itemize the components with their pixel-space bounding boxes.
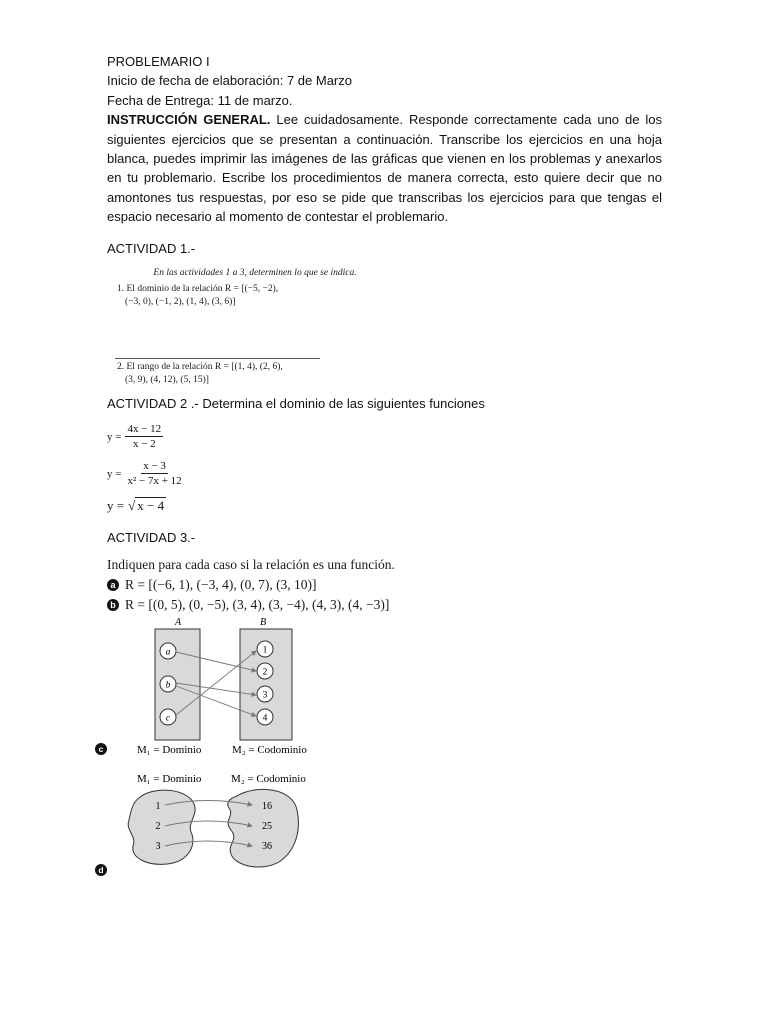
option-b-relation: R = [(0, 5), (0, −5), (3, 4), (3, −4), (4, 3), (4, −3)]: [125, 597, 390, 613]
function-1-numerator: 4x − 12: [127, 423, 162, 436]
option-c-badge: c: [98, 744, 104, 755]
option-d-diagram: [98, 770, 337, 880]
function-1-lhs: y =: [107, 430, 122, 443]
option-c-domain-label: M₁ = Dominio: [137, 744, 202, 757]
set-a-element-a-label: a: [165, 647, 171, 658]
set-b-element-1-label: 1: [262, 645, 268, 656]
codomain-element-36: 36: [262, 841, 272, 853]
set-b-label: B: [259, 617, 267, 629]
function-1-denominator: x − 2: [132, 438, 156, 451]
set-b-element-4-label: 4: [262, 713, 268, 724]
option-d-codomain-label: M₂ = Codominio: [231, 773, 306, 786]
function-3: [107, 497, 662, 514]
function-2-lhs: y =: [107, 467, 122, 480]
set-b-element-4: [257, 709, 273, 725]
option-c-codomain-label: M₂ = Codominio: [232, 744, 307, 757]
function-2-fraction: [125, 460, 183, 487]
instructions-label: INSTRUCCIÓN GENERAL.: [107, 112, 271, 128]
option-d-domain-label: M₁ = Dominio: [137, 773, 202, 786]
activity2-heading: ACTIVIDAD 2 .- Determina el dominio de las siguientes funciones: [107, 396, 485, 412]
option-b: [107, 595, 662, 615]
set-a-element-c-label: c: [165, 713, 171, 724]
option-b-badge: b: [107, 599, 119, 611]
activity1-item1-line2: (−3, 0), (−1, 2), (1, 4), (3, 6)]: [125, 296, 236, 307]
set-a-element-b: [160, 676, 176, 692]
document-page: [98, 52, 662, 880]
function-3-radical: √: [128, 497, 136, 513]
set-a-element-b-label: b: [165, 680, 171, 691]
due-date: Fecha de Entrega: 11 de marzo.: [107, 92, 293, 108]
general-instructions: [107, 110, 662, 226]
set-a-label: A: [174, 617, 182, 629]
domain-element-2: 2: [155, 821, 161, 833]
domain-element-1: 1: [155, 801, 161, 813]
function-1-fraction: [125, 423, 163, 450]
function-2-denominator: x² − 7x + 12: [127, 475, 182, 488]
option-d-badge: d: [98, 865, 104, 876]
function-3-radicand: x − 4: [137, 498, 165, 514]
option-a-relation: R = [(−6, 1), (−3, 4), (0, 7), (3, 10)]: [125, 577, 317, 593]
set-b-element-2-label: 2: [262, 667, 268, 678]
activity3-excerpt: [107, 555, 662, 615]
document-title: PROBLEMARIO I: [107, 54, 210, 69]
function-3-lhs: y =: [107, 497, 125, 513]
set-a-element-a: [160, 643, 176, 659]
set-b-element-3: [257, 686, 273, 702]
activity3-question: Indiquen para cada caso si la relación es una función.: [107, 557, 395, 573]
codomain-element-25: 25: [262, 821, 272, 833]
set-b-element-1: [257, 641, 273, 657]
function-2-numerator: x − 3: [143, 460, 166, 473]
set-b-element-2: [257, 663, 273, 679]
codomain-element-16: 16: [262, 801, 272, 813]
activity1-excerpt: [107, 267, 662, 387]
activity1-item2-line2: (3, 9), (4, 12), (5, 15)]: [125, 374, 209, 385]
start-date: Inicio de fecha de elaboración: 7 de Marzo: [107, 73, 352, 89]
activity3-heading: ACTIVIDAD 3.-: [107, 530, 196, 546]
excerpt-divider: [115, 358, 320, 359]
function-2: [107, 460, 662, 487]
activity1-intro: En las actividades 1 a 3, determinen lo que se indica.: [153, 267, 357, 278]
domain-blob: [128, 790, 195, 864]
option-c-diagram: [98, 617, 337, 762]
domain-element-3: 3: [155, 841, 161, 853]
set-a-element-c: [160, 709, 176, 725]
set-b-element-3-label: 3: [262, 690, 268, 701]
option-a: [107, 575, 662, 595]
activity1-item2-line1: 2. El rango de la relación R = [(1, 4), (2, 6),: [117, 362, 283, 373]
function-1: [107, 423, 662, 450]
activity1-item1-line1: 1. El dominio de la relación R = [(−5, −2),: [117, 284, 279, 295]
activity1-heading: ACTIVIDAD 1.-: [107, 240, 196, 256]
option-a-badge: a: [107, 579, 119, 591]
instructions-text: Lee cuidadosamente. Responde correctamente cada uno de los siguientes ejercicios que se presentan a continuación. Transcribe los ejercicios en una hoja blanca, puedes imprimir las imágenes de las gráficas que vienen en los problemas y anexarlos en tu problemario. Escribe los procedimientos de manera correcta, esto quiere decir que no amontones tus respuestas, por eso se pide que transcribas los ejercicios para que tengas el espacio necesario al momento de contestar el problemario.: [107, 112, 662, 225]
